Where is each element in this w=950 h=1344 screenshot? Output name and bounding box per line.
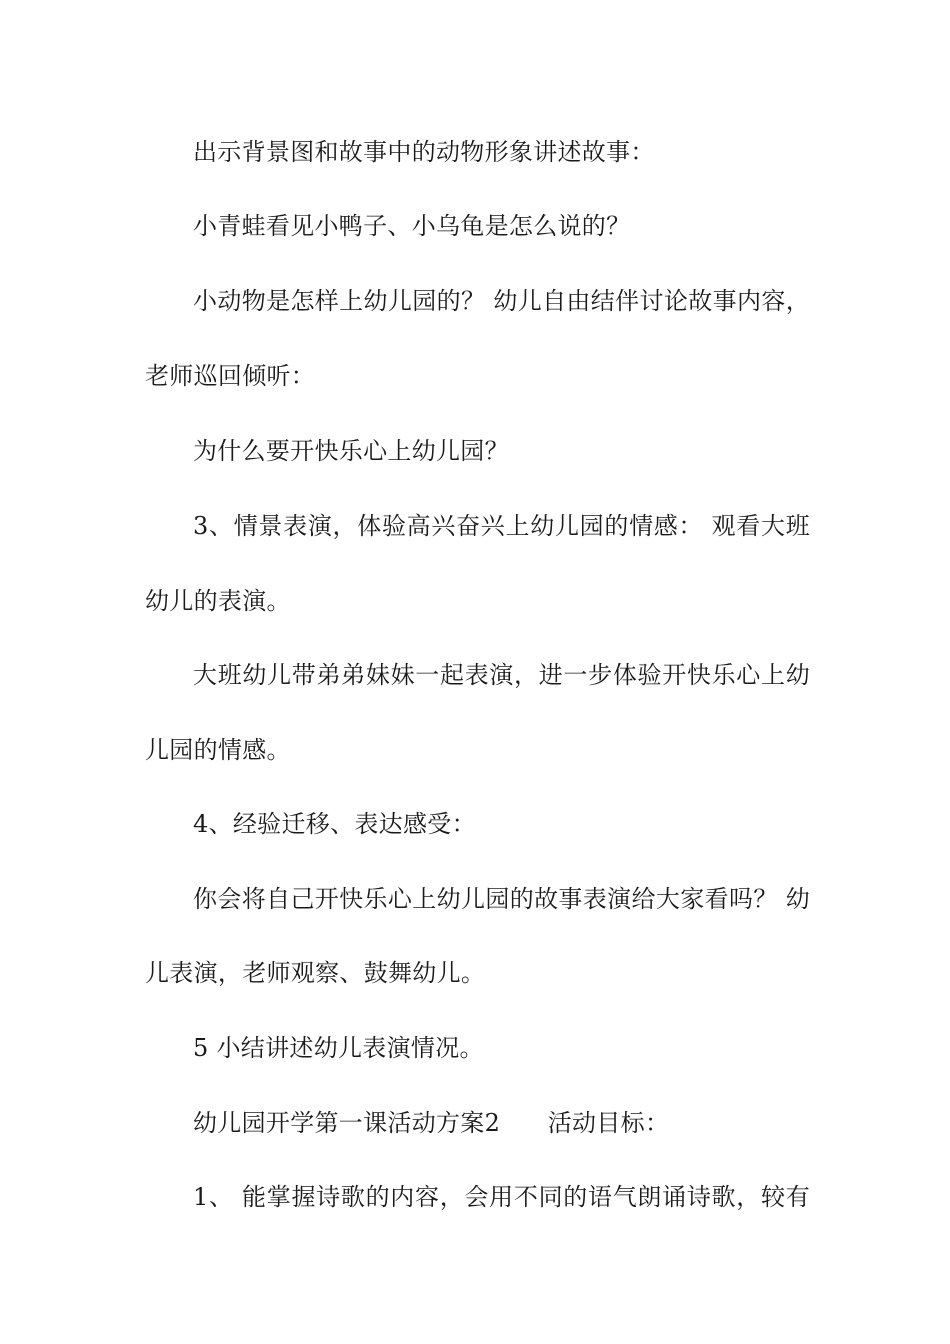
paragraph-line: 你会将自己开快乐心上幼儿园的故事表演给大家看吗？ 幼 [193,885,810,913]
paragraph-line: 儿表演，老师观察、鼓舞幼儿。 [145,959,486,987]
paragraph-line: 大班幼儿带弟弟妹妹一起表演，进一步体验开快乐心上幼 [193,661,810,689]
paragraph-line: 幼儿园开学第一课活动方案2 活动目标： [193,1109,670,1137]
paragraph-line: 3、情景表演，体验高兴奋兴上幼儿园的情感： 观看大班 [193,512,810,540]
paragraph-line: 4、经验迁移、表达感受： [193,810,476,838]
paragraph-line: 5 小结讲述幼儿表演情况。 [193,1034,484,1062]
paragraph-line: 老师巡回倾听： [145,362,316,390]
paragraph-line: 为什么要开快乐心上幼儿园？ [193,437,509,465]
paragraph-line: 出示背景图和故事中的动物形象讲述故事： [193,138,655,166]
paragraph-line: 小青蛙看见小鸭子、小乌龟是怎么说的？ [193,212,631,240]
paragraph-line: 儿园的情感。 [145,736,291,764]
paragraph-line: 小动物是怎样上幼儿园的？ 幼儿自由结伴讨论故事内容， [193,287,810,315]
paragraph-line: 1、 能掌握诗歌的内容，会用不同的语气朗诵诗歌，较有 [193,1183,810,1211]
paragraph-line: 幼儿的表演。 [145,587,291,615]
